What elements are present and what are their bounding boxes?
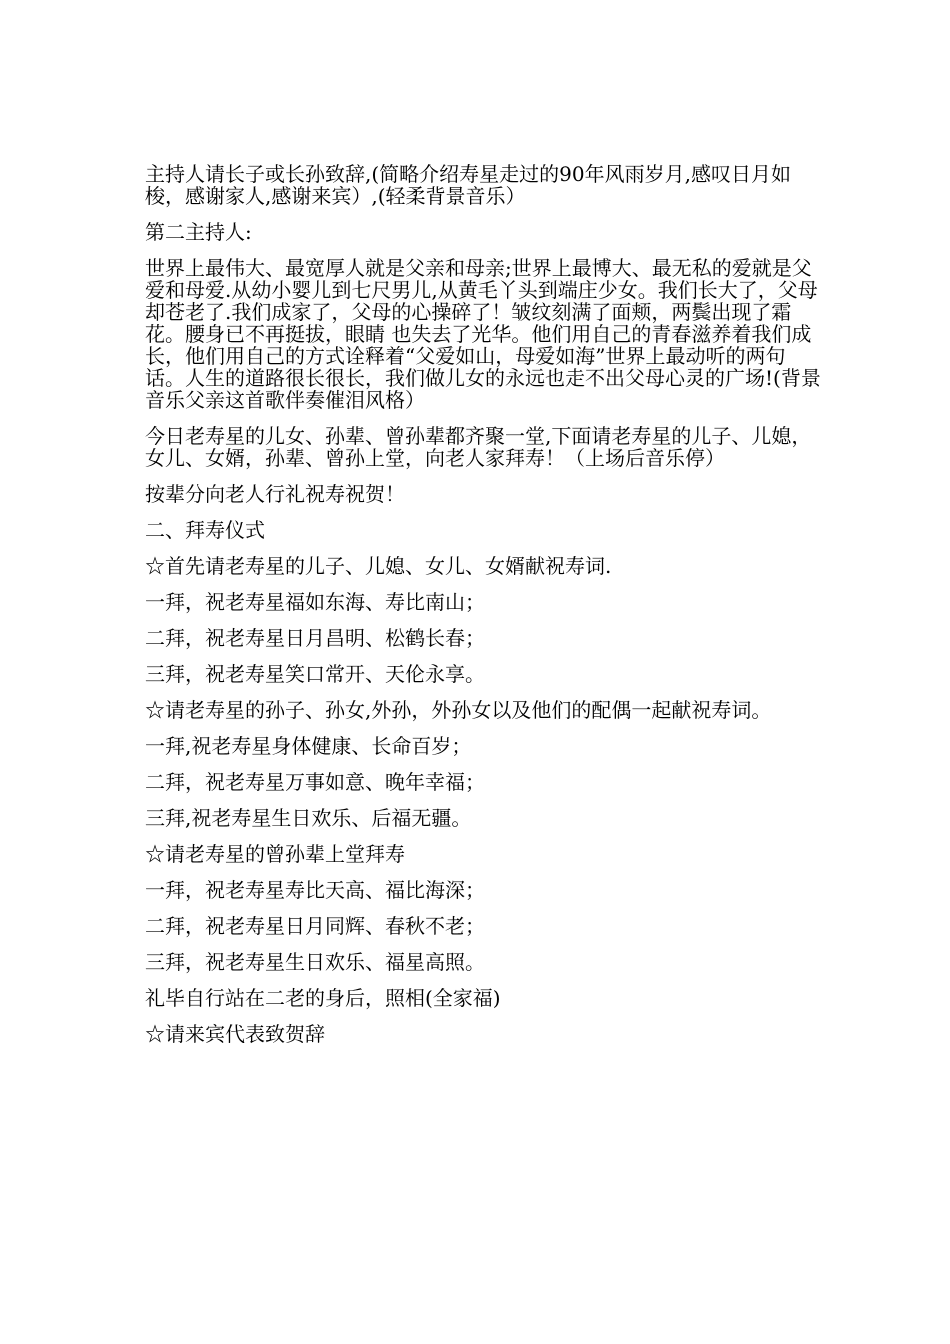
paragraph-first-bow-3: 一拜，祝老寿星寿比天高、福比海深；: [145, 878, 485, 902]
paragraph-second-bow-2: 二拜，祝老寿星万事如意、晚年幸福；: [145, 770, 485, 794]
paragraph-great-grandchildren: ☆请老寿星的曾孙辈上堂拜寿: [145, 842, 405, 866]
paragraph-parents-love: 世界上最伟大、最宽厚人就是父亲和母亲;世界上最博大、最无私的爱就是父爱和母爱.从幼小婴儿到七尺男儿,从黄毛丫头到端庄少女。我们长大了，父母却苍老了.我们成家了，父母的心操碎了！皱纹刻满了面颊，两鬓出现了霜花。腰身已不再挺拔，眼睛 也失去了光华。他们用自己的青春滋养着我们成长，他们用自己的方式诠释着“父爱如山，母爱如海”世界上最动听的两句话。人生的道路很长很长，我们做儿女的永远也走不出父母心灵的广场!(背景音乐父亲这首歌伴奏催泪风格）: [145, 256, 821, 412]
paragraph-guest-speech: ☆请来宾代表致贺辞: [145, 1022, 325, 1046]
paragraph-children-toast: ☆首先请老寿星的儿子、儿媳、女儿、女婿献祝寿词.: [145, 554, 612, 578]
paragraph-third-bow-3: 三拜，祝老寿星生日欢乐、福星高照。: [145, 950, 485, 974]
paragraph-family-gathering: 今日老寿星的儿女、孙辈、曾孙辈都齐聚一堂,下面请老寿星的儿子、儿媳，女儿、女婿，孙辈、曾孙上堂，向老人家拜寿！（上场后音乐停）: [145, 424, 812, 470]
section-heading-birthday-ceremony: 二、拜寿仪式: [145, 518, 265, 542]
paragraph-first-bow-2: 一拜,祝老寿星身体健康、长命百岁；: [145, 734, 472, 758]
paragraph-first-bow-1: 一拜，祝老寿星福如东海、寿比南山；: [145, 590, 485, 614]
paragraph-second-bow-3: 二拜，祝老寿星日月同辉、春秋不老；: [145, 914, 485, 938]
document-page: [145, 163, 825, 1059]
paragraph-grandchildren-toast: ☆请老寿星的孙子、孙女,外孙，外孙女以及他们的配偶一起献祝寿词。: [145, 698, 772, 722]
paragraph-second-host: 第二主持人:: [145, 220, 252, 244]
paragraph-third-bow-1: 三拜，祝老寿星笑口常开、天伦永享。: [145, 662, 485, 686]
paragraph-family-photo: 礼毕自行站在二老的身后，照相(全家福): [145, 986, 501, 1010]
paragraph-third-bow-2: 三拜,祝老寿星生日欢乐、后福无疆。: [145, 806, 472, 830]
paragraph-host-eldest-speech: 主持人请长子或长孙致辞,(简略介绍寿星走过的90年风雨岁月,感叹日月如梭，感谢家人,感谢来宾）,(轻柔背景音乐）: [145, 162, 791, 208]
paragraph-second-bow-1: 二拜，祝老寿星日月昌明、松鹤长春；: [145, 626, 485, 650]
paragraph-bow-by-generation: 按辈分向老人行礼祝寿祝贺！: [145, 482, 405, 506]
